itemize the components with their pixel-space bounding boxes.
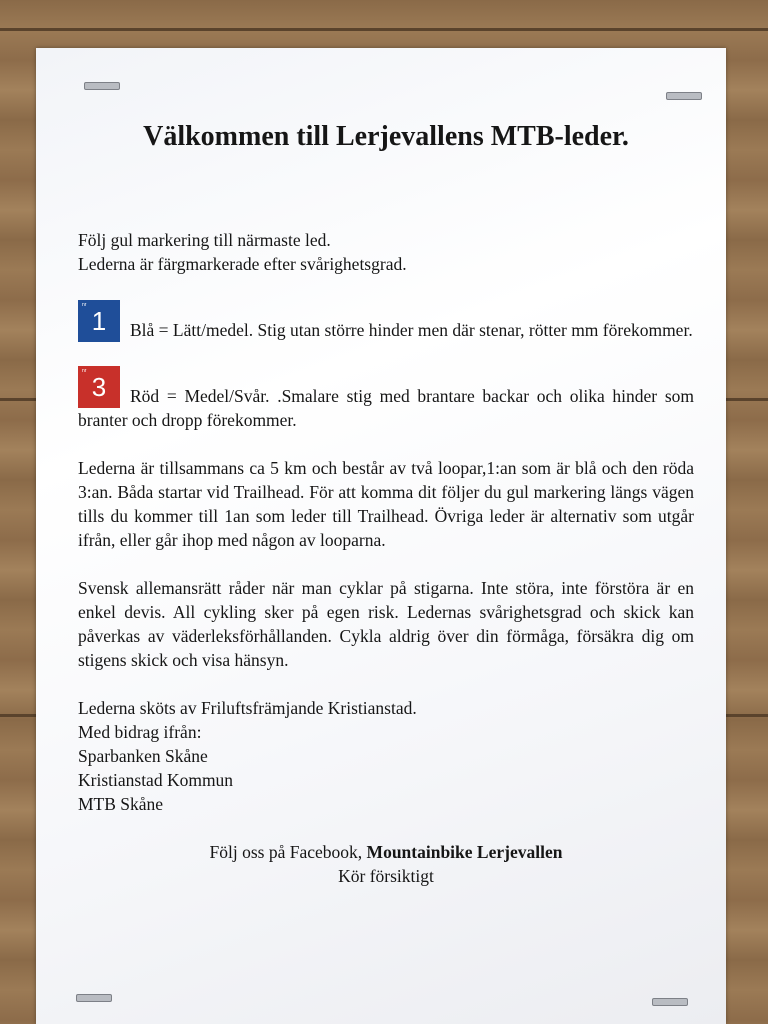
blue-trail-badge: nr 1: [78, 300, 120, 342]
credits-line: Med bidrag ifrån:: [78, 722, 202, 742]
intro-line: Lederna är färgmarkerade efter svårighetsgrad.: [78, 254, 407, 274]
intro-line: Följ gul markering till närmaste led.: [78, 230, 331, 250]
notice-title: Välkommen till Lerjevallens MTB-leder.: [143, 121, 629, 152]
credits-list: [78, 696, 694, 816]
staple: [652, 998, 688, 1006]
staple: [84, 82, 120, 90]
wood-plank-seam: [0, 28, 768, 31]
trail-notice-sheet: [36, 48, 726, 1024]
facebook-page-name: Mountainbike Lerjevallen: [366, 842, 563, 862]
staple: [666, 92, 702, 100]
red-trail-description: Röd = Medel/Svår. .Smalare stig med brantare backar och olika hinder som branter och dropp förekommer.: [78, 386, 694, 430]
facebook-line: Följ oss på Facebook, Mountainbike Lerjevallen: [209, 842, 563, 862]
trail-level-blue: [78, 300, 694, 342]
sponsor-name: Sparbanken Skåne: [78, 746, 208, 766]
sponsor-name: Kristianstad Kommun: [78, 770, 234, 790]
staple: [76, 994, 112, 1002]
trail-level-red: [78, 366, 694, 432]
notice-content: [78, 120, 694, 888]
sponsor-name: MTB Skåne: [78, 794, 164, 814]
blue-trail-description: Blå = Lätt/medel. Stig utan större hinder men där stenar, rötter mm förekommer.: [130, 320, 693, 340]
credits-line: Lederna sköts av Friluftsfrämjande Kristianstad.: [78, 698, 417, 718]
intro-text: [78, 228, 694, 276]
footer: [78, 840, 694, 888]
closing-text: Kör försiktigt: [338, 866, 434, 886]
rules-paragraph: Svensk allemansrätt råder när man cyklar på stigarna. Inte störa, inte förstöra är en enkel devis. All cykling sker på egen risk. Ledernas svårighetsgrad och skick kan påverkas av väderleksförhållanden. Cykla aldrig över din förmåga, försäkra dig om stigens skick och visa hänsyn.: [78, 578, 694, 670]
red-trail-badge: nr 3: [78, 366, 120, 408]
trails-paragraph: Lederna är tillsammans ca 5 km och består av två loopar,1:an som är blå och den röda 3:an. Båda startar vid Trailhead. För att komma dit följer du gul markering längs vägen tills du kommer till 1an som leder till Trailhead. Övriga leder är alternativ som utgår ifrån, eller går ihop med någon av looparna.: [78, 458, 694, 550]
